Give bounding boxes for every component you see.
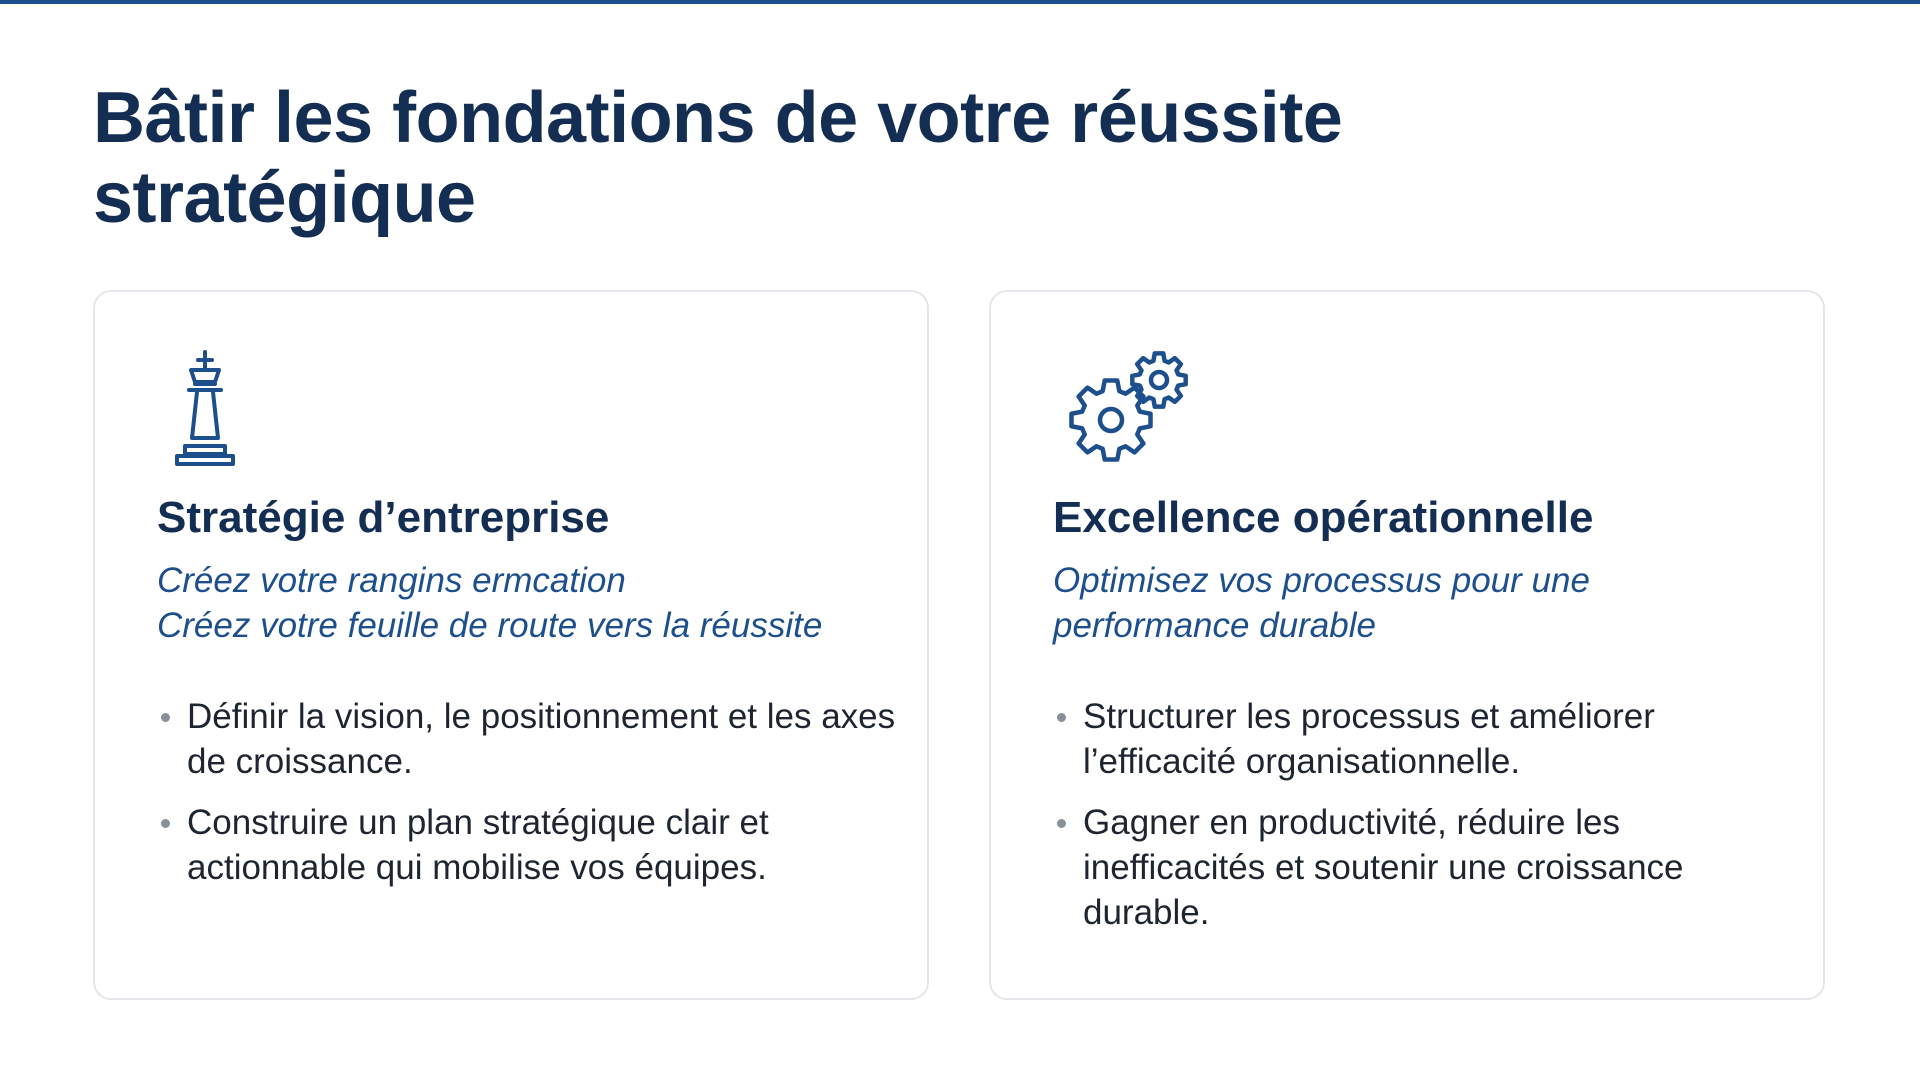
bullet-dot: [1057, 819, 1066, 828]
gear-small-outline: [1132, 353, 1185, 406]
bullet-item: [1053, 800, 1793, 935]
bullet-list: [1053, 694, 1793, 951]
card-heading: Stratégie d’entreprise: [157, 493, 610, 542]
card-business-strategy: [93, 290, 929, 1000]
card-operational-excellence: [989, 290, 1825, 1000]
card-subtitle-line: Créez votre rangins ermcation: [157, 561, 626, 600]
bullet-dot: [161, 713, 170, 722]
bullet-item: [157, 800, 897, 890]
card-heading: Excellence opérationnelle: [1053, 493, 1594, 542]
bullet-text: Structurer les processus et améliorer l’efficacité organisationnelle.: [1083, 697, 1655, 781]
card-subtitle-line: Créez votre feuille de route vers la réussite: [157, 606, 823, 645]
bullet-text: Gagner en productivité, réduire les inefficacités et soutenir une croissance durable.: [1083, 803, 1684, 932]
bullet-item: [157, 694, 897, 784]
bullet-list: [157, 694, 897, 906]
top-accent-rule: [0, 0, 1920, 4]
bullet-item: [1053, 694, 1793, 784]
bullet-dot: [1057, 713, 1066, 722]
card-subtitle-line: performance durable: [1053, 606, 1376, 645]
card-subtitle: [1053, 558, 1793, 648]
card-subtitle: [157, 558, 897, 648]
card-subtitle-line: Optimisez vos processus pour une: [1053, 561, 1590, 600]
gears-icon: [1069, 350, 1193, 466]
chess-king-icon: [173, 350, 237, 466]
bullet-text: Construire un plan stratégique clair et actionnable qui mobilise vos équipes.: [187, 803, 769, 887]
slide-title: Bâtir les fondations de votre réussite stratégique: [93, 78, 1343, 238]
bullet-dot: [161, 819, 170, 828]
bullet-text: Définir la vision, le positionnement et les axes de croissance.: [187, 697, 896, 781]
